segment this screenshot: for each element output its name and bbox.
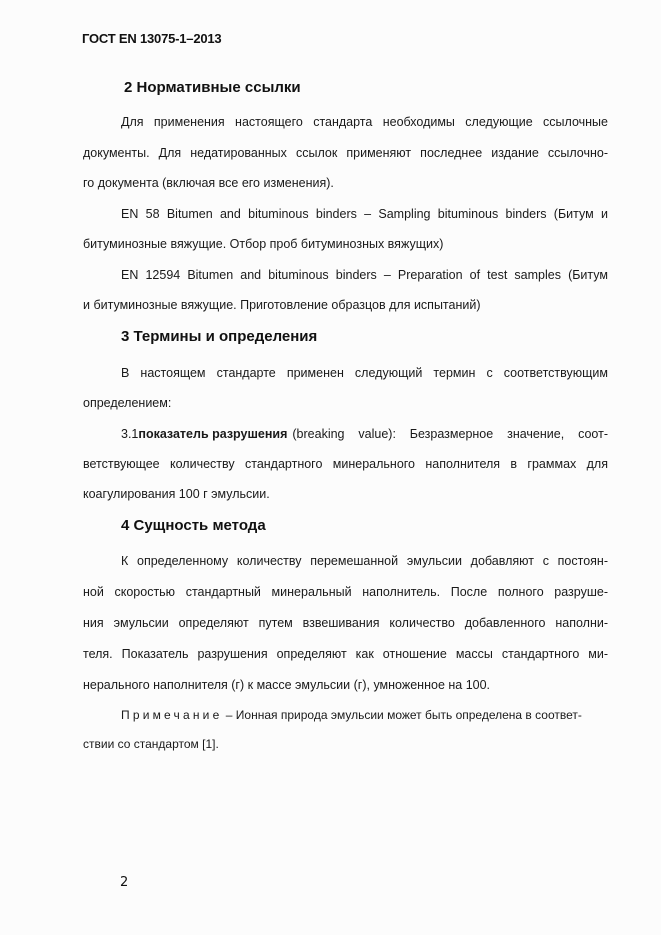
text: ветствующее количеству стандартного минерального наполнителя в граммах для bbox=[83, 457, 608, 471]
note-text: – Ионная природа эмульсии может быть определена в соответ- bbox=[222, 708, 582, 722]
section-2-heading: 2 Нормативные ссылки bbox=[124, 79, 301, 96]
section-4-heading: 4 Сущность метода bbox=[121, 517, 266, 534]
text: Для применения настоящего стандарта необходимы следующие ссылочные bbox=[121, 115, 608, 129]
note bbox=[121, 707, 582, 723]
reference-en58-cont: битуминозные вяжущие. Отбор проб битуминозных вяжущих) bbox=[83, 237, 444, 251]
text: документы. Для недатированных ссылок применяют последнее издание ссылочно- bbox=[83, 146, 608, 160]
text: EN 12594 Bitumen and bituminous binders – Preparation of test samples (Битум bbox=[121, 268, 608, 282]
text: EN 58 Bitumen and bituminous binders – Sampling bituminous binders (Битум и bbox=[121, 207, 608, 221]
note-label: Примечание bbox=[121, 708, 223, 722]
paragraph-line: определением: bbox=[83, 396, 172, 410]
text: В настоящем стандарте применен следующий термин с соответствующим bbox=[121, 366, 608, 380]
reference-en12594 bbox=[121, 267, 608, 283]
paragraph-line: коагулирования 100 г эмульсии. bbox=[83, 487, 270, 501]
page-number: 2 bbox=[120, 875, 129, 890]
term-number: 3.1 bbox=[121, 427, 139, 441]
section-3-heading: 3 Термины и определения bbox=[121, 328, 318, 345]
paragraph-line: го документа (включая все его изменения). bbox=[83, 176, 334, 190]
text: ния эмульсии определяют путем взвешивания количество добавленного наполни- bbox=[83, 616, 608, 630]
term-definition bbox=[121, 426, 608, 442]
paragraph-line: нерального наполнителя (г) к массе эмульсии (г), умноженное на 100. bbox=[83, 678, 491, 692]
note-cont: ствии со стандартом [1]. bbox=[83, 737, 219, 751]
paragraph-line bbox=[83, 615, 608, 631]
reference-en12594-cont: и битуминозные вяжущие. Приготовление образцов для испытаний) bbox=[83, 298, 481, 312]
text: ной скоростью стандартный минеральный наполнитель. После полного разруше- bbox=[83, 585, 608, 599]
text: К определенному количеству перемешанной эмульсии добавляют с постоян- bbox=[121, 554, 608, 568]
term-rest: (breaking value): Безразмерное значение, соот- bbox=[292, 427, 608, 441]
paragraph-line bbox=[83, 456, 608, 472]
reference-en58 bbox=[121, 206, 608, 222]
paragraph-line bbox=[83, 584, 608, 600]
text: теля. Показатель разрушения определяют как отношение массы стандартного ми- bbox=[83, 647, 608, 661]
paragraph-line bbox=[121, 553, 608, 569]
paragraph-line bbox=[83, 145, 608, 161]
paragraph-line bbox=[121, 365, 608, 381]
term-name: показатель разрушения bbox=[138, 427, 288, 441]
paragraph-line bbox=[121, 114, 608, 130]
document-code: ГОСТ EN 13075-1–2013 bbox=[82, 31, 222, 46]
paragraph-line bbox=[83, 646, 608, 662]
